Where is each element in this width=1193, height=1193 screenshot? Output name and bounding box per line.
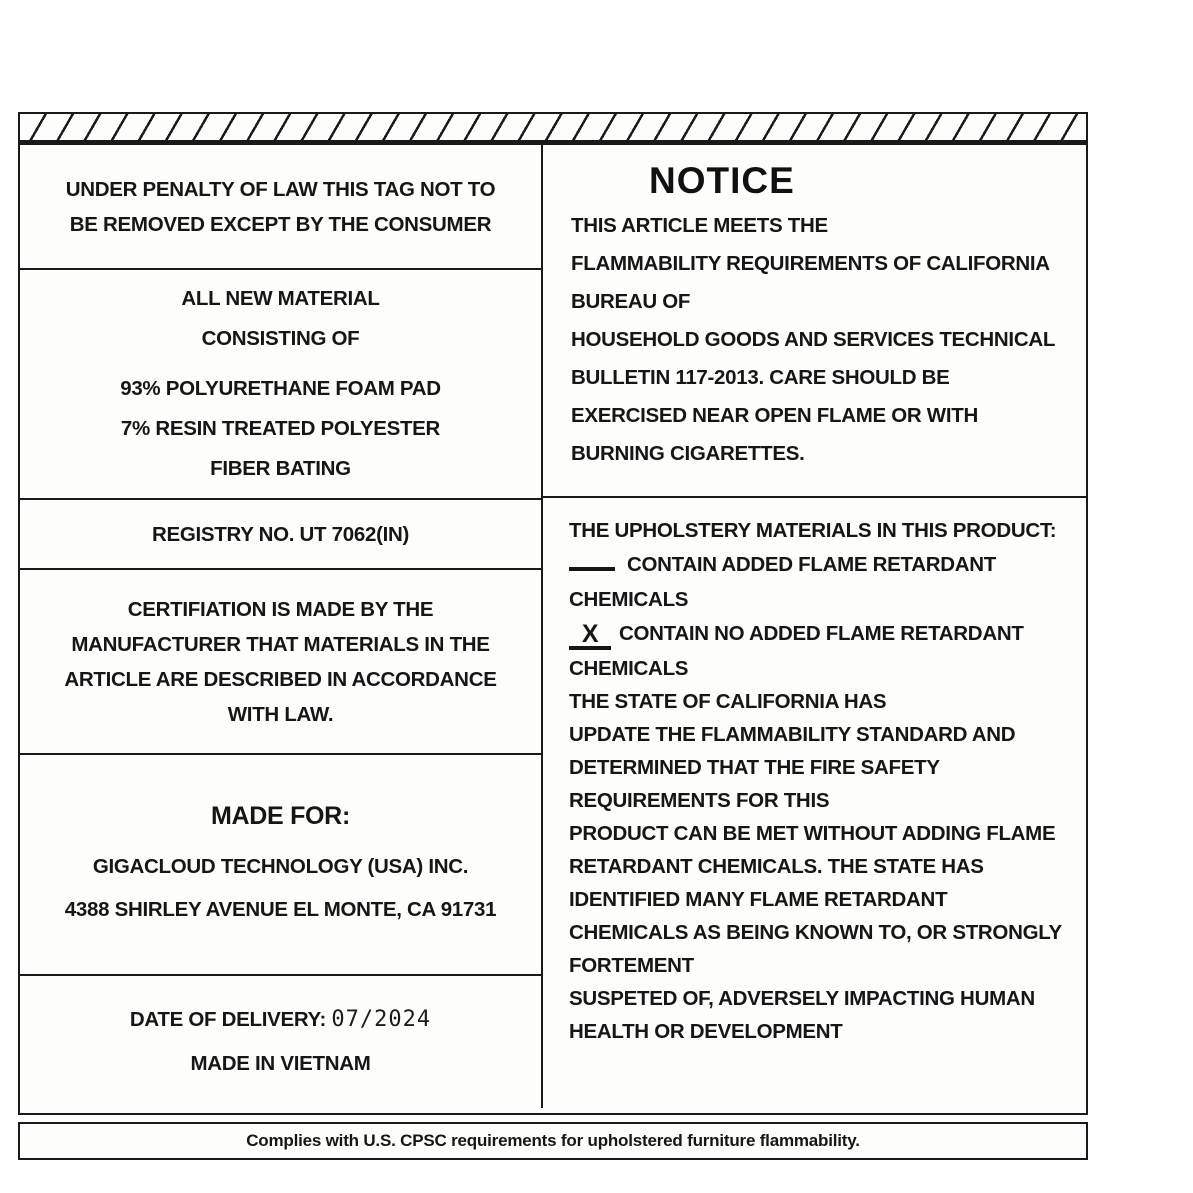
date-of-delivery-label: DATE OF DELIVERY: (129, 1008, 326, 1031)
option-contain-added-cont: CHEMICALS (569, 588, 689, 611)
materials-line-4: 7% RESIN TREATED POLYESTER (120, 417, 441, 440)
upholstery-para-line: SUSPETED OF, ADVERSELY IMPACTING HUMAN (569, 987, 1035, 1010)
certification-line-1: CERTIFIATION IS MADE BY THE (127, 597, 434, 621)
materials-line-1: ALL NEW MATERIAL (181, 287, 380, 310)
right-column (543, 145, 1086, 1108)
notice-line-4: HOUSEHOLD GOODS AND SERVICES TECHNICAL (571, 328, 1056, 351)
materials-line-5: FIBER BATING (210, 457, 351, 480)
notice-line-1: THIS ARTICLE MEETS THE (571, 214, 828, 237)
made-for-heading: MADE FOR: (211, 801, 350, 830)
delivery-section (20, 976, 541, 1108)
made-in-origin: MADE IN VIETNAM (190, 1052, 371, 1075)
upholstery-para-line: HEALTH OR DEVELOPMENT (569, 1020, 843, 1043)
option-contain-no-added (569, 616, 1082, 652)
hatched-header-band (20, 114, 1086, 145)
upholstery-para-line: DETERMINED THAT THE FIRE SAFETY (569, 756, 940, 779)
certification-line-4: WITH LAW. (227, 702, 334, 726)
materials-section (20, 270, 541, 500)
made-for-section (20, 755, 541, 976)
option-contain-no-added-text: CONTAIN NO ADDED FLAME RETARDANT (619, 622, 1024, 645)
registry-number: REGISTRY NO. UT 7062(IN) (151, 522, 410, 546)
notice-line-5: BULLETIN 117-2013. CARE SHOULD BE (571, 366, 950, 389)
upholstery-para-line: REQUIREMENTS FOR THIS (569, 789, 830, 812)
notice-line-6: EXERCISED NEAR OPEN FLAME OR WITH (571, 404, 978, 427)
x-mark: X (569, 623, 611, 650)
upholstery-para-line: THE STATE OF CALIFORNIA HAS (569, 690, 887, 713)
certification-line-3: ARTICLE ARE DESCRIBED IN ACCORDANCE (64, 667, 497, 691)
notice-title: NOTICE (649, 160, 795, 201)
upholstery-para-line: RETARDANT CHEMICALS. THE STATE HAS (569, 855, 984, 878)
upholstery-para-line: PRODUCT CAN BE MET WITHOUT ADDING FLAME (569, 822, 1056, 845)
made-for-company: GIGACLOUD TECHNOLOGY (USA) INC. (92, 854, 469, 878)
penalty-line-1: UNDER PENALTY OF LAW THIS TAG NOT TO (65, 177, 496, 201)
upholstery-para-line: IDENTIFIED MANY FLAME RETARDANT (569, 888, 948, 911)
certification-line-2: MANUFACTURER THAT MATERIALS IN THE (71, 632, 490, 656)
upholstery-para-line: FORTEMENT (569, 954, 694, 977)
materials-line-2: CONSISTING OF (201, 327, 360, 350)
date-of-delivery-value: 07/2024 (331, 1007, 432, 1032)
upholstery-section (543, 498, 1086, 1108)
penalty-section (20, 145, 541, 270)
cpsc-compliance-text: Complies with U.S. CPSC requirements for upholstered furniture flammability. (246, 1131, 860, 1150)
registry-section (20, 500, 541, 570)
option-contain-no-added-cont: CHEMICALS (569, 657, 689, 680)
law-label (18, 112, 1088, 1115)
notice-line-3: BUREAU OF (571, 290, 691, 313)
date-of-delivery-line (130, 998, 431, 1042)
notice-section (543, 145, 1086, 498)
upholstery-para-line: UPDATE THE FLAMMABILITY STANDARD AND (569, 723, 1016, 746)
penalty-line-2: BE REMOVED EXCEPT BY THE CONSUMER (69, 212, 492, 236)
certification-section (20, 570, 541, 755)
cpsc-compliance-strip (18, 1122, 1088, 1160)
left-column (20, 145, 543, 1108)
made-for-address: 4388 SHIRLEY AVENUE EL MONTE, CA 91731 (64, 897, 497, 921)
upholstery-intro: THE UPHOLSTERY MATERIALS IN THIS PRODUCT: (569, 519, 1057, 542)
option-contain-added (569, 547, 1082, 583)
materials-line-3: 93% POLYURETHANE FOAM PAD (120, 377, 441, 400)
label-columns (20, 145, 1086, 1108)
option-contain-added-text: CONTAIN ADDED FLAME RETARDANT (627, 553, 996, 576)
notice-line-7: BURNING CIGARETTES. (571, 442, 805, 465)
blank-checkbox-line (569, 558, 615, 571)
notice-line-2: FLAMMABILITY REQUIREMENTS OF CALIFORNIA (571, 252, 1050, 275)
upholstery-para-line: CHEMICALS AS BEING KNOWN TO, OR STRONGLY (569, 921, 1062, 944)
